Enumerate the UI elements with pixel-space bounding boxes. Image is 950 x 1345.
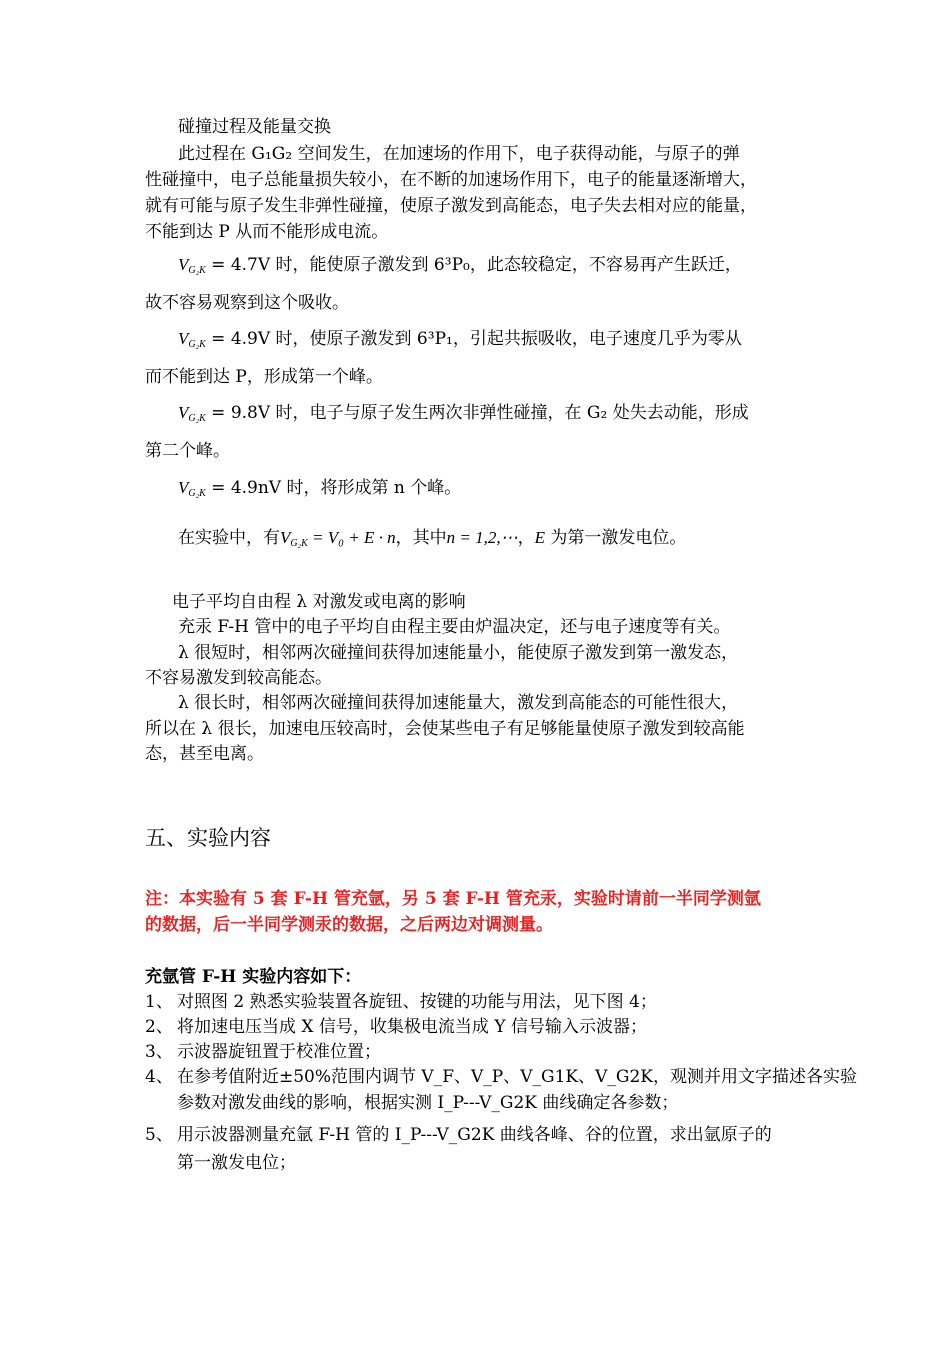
list-number: 1、 bbox=[145, 992, 173, 1012]
case-line bbox=[178, 326, 846, 358]
list-item bbox=[145, 1039, 813, 1065]
formula-tail: 为第一激发电位。 bbox=[545, 528, 687, 548]
paragraph-line: 性碰撞中，电子总能量损失较小，在不断的加速场作用下，电子的能量逐渐增大， bbox=[145, 170, 757, 190]
list-number: 2、 bbox=[145, 1017, 173, 1037]
list-item bbox=[145, 1122, 813, 1148]
var-subscript: G₂K bbox=[290, 538, 308, 549]
var-symbol: V bbox=[178, 329, 189, 348]
list-number: 5、 bbox=[145, 1125, 173, 1145]
var-subscript: G₂K bbox=[188, 488, 206, 499]
case-text: = 4.9V 时，使原子激发到 6³P₁，引起共振吸收，电子速度几乎为零从 bbox=[205, 329, 742, 349]
formula-mid: ，其中 bbox=[395, 528, 447, 548]
case-text: = 9.8V 时，电子与原子发生两次非弹性碰撞，在 G₂ 处失去动能，形成 bbox=[205, 403, 749, 423]
list-text: 在参考值附近±50%范围内调节 V_F、V_P、V_G1K、V_G2K，观测并用文字描述各实验 bbox=[177, 1067, 857, 1087]
case-line-continued: 第二个峰。 bbox=[145, 441, 230, 461]
case-line-continued: 而不能到达 P，形成第一个峰。 bbox=[145, 367, 383, 387]
formula-e-symbol: E bbox=[534, 528, 546, 547]
list-text: 将加速电压当成 X 信号，收集极电流当成 Y 信号输入示波器； bbox=[177, 1017, 647, 1037]
var-symbol: V bbox=[280, 528, 291, 547]
list-item-continued: 第一激发电位； bbox=[177, 1153, 296, 1173]
subheading-argon-content: 充氩管 F-H 实验内容如下： bbox=[145, 967, 362, 987]
var-symbol: V bbox=[178, 403, 189, 422]
paragraph-line: 就有可能与原子发生非弹性碰撞，使原子激发到高能态，电子失去相对应的能量， bbox=[145, 196, 757, 216]
section-heading-mean-free-path: 电子平均自由程 λ 对激发或电离的影响 bbox=[172, 592, 466, 612]
paragraph-line: 此过程在 G₁G₂ 空间发生，在加速场的作用下，电子获得动能，与原子的弹 bbox=[178, 144, 740, 164]
formula-separator: ， bbox=[517, 528, 535, 548]
list-text: 示波器旋钮置于校准位置； bbox=[177, 1042, 381, 1062]
list-text: 用示波器测量充氩 F-H 管的 I_P---V_G2K 曲线各峰、谷的位置，求出氩原子的 bbox=[177, 1125, 772, 1145]
case-line bbox=[178, 400, 846, 432]
paragraph-line: 不能到达 P 从而不能形成电流。 bbox=[145, 222, 389, 242]
section-title-experiment-content: 五、实验内容 bbox=[145, 826, 271, 850]
formula-n-range: n = 1,2,⋯ bbox=[446, 528, 518, 547]
case-line bbox=[178, 475, 846, 507]
var-symbol: V bbox=[178, 478, 189, 497]
list-number: 3、 bbox=[145, 1042, 173, 1062]
var-subscript: G₂K bbox=[188, 339, 206, 350]
var-subscript: G₂K bbox=[188, 265, 206, 276]
note-line: 的数据，后一半同学测汞的数据，之后两边对调测量。 bbox=[145, 915, 553, 935]
case-text: = 4.9nV 时，将形成第 n 个峰。 bbox=[205, 478, 462, 498]
case-line-continued: 故不容易观察到这个吸收。 bbox=[145, 293, 349, 313]
list-item bbox=[145, 1014, 813, 1040]
case-line bbox=[178, 252, 846, 284]
formula-prefix: 在实验中，有 bbox=[178, 528, 280, 548]
list-item bbox=[145, 1064, 857, 1090]
paragraph-line: 所以在 λ 很长，加速电压较高时，会使某些电子有足够能量使原子激发到较高能 bbox=[145, 719, 745, 739]
formula-line bbox=[178, 525, 846, 557]
list-number: 4、 bbox=[145, 1067, 173, 1087]
paragraph-line: λ 很短时，相邻两次碰撞间获得加速能量小，能使原子激发到第一激发态， bbox=[178, 643, 739, 663]
section-heading-collision: 碰撞过程及能量交换 bbox=[178, 117, 331, 137]
paragraph-line: 充汞 F-H 管中的电子平均自由程主要由炉温决定，还与电子速度等有关。 bbox=[178, 617, 731, 637]
paragraph-line: 态，甚至电离。 bbox=[145, 744, 264, 764]
list-item-continued: 参数对激发曲线的影响，根据实测 I_P---V_G2K 曲线确定各参数； bbox=[177, 1093, 679, 1113]
paragraph-line: 不容易激发到较高能态。 bbox=[145, 668, 332, 688]
case-text: = 4.7V 时，能使原子激发到 6³P₀，此态较稳定，不容易再产生跃迁， bbox=[205, 255, 742, 275]
var-symbol: V bbox=[178, 255, 189, 274]
formula-expression: = V₀ + E · n bbox=[307, 528, 396, 547]
list-text: 对照图 2 熟悉实验装置各旋钮、按键的功能与用法，见下图 4； bbox=[177, 992, 657, 1012]
list-item bbox=[145, 989, 813, 1015]
var-subscript: G₂K bbox=[188, 413, 206, 424]
paragraph-line: λ 很长时，相邻两次碰撞间获得加速能量大，激发到高能态的可能性很大， bbox=[178, 693, 739, 713]
note-line: 注：本实验有 5 套 F-H 管充氩，另 5 套 F-H 管充汞，实验时请前一半同学测氩 bbox=[145, 889, 761, 909]
